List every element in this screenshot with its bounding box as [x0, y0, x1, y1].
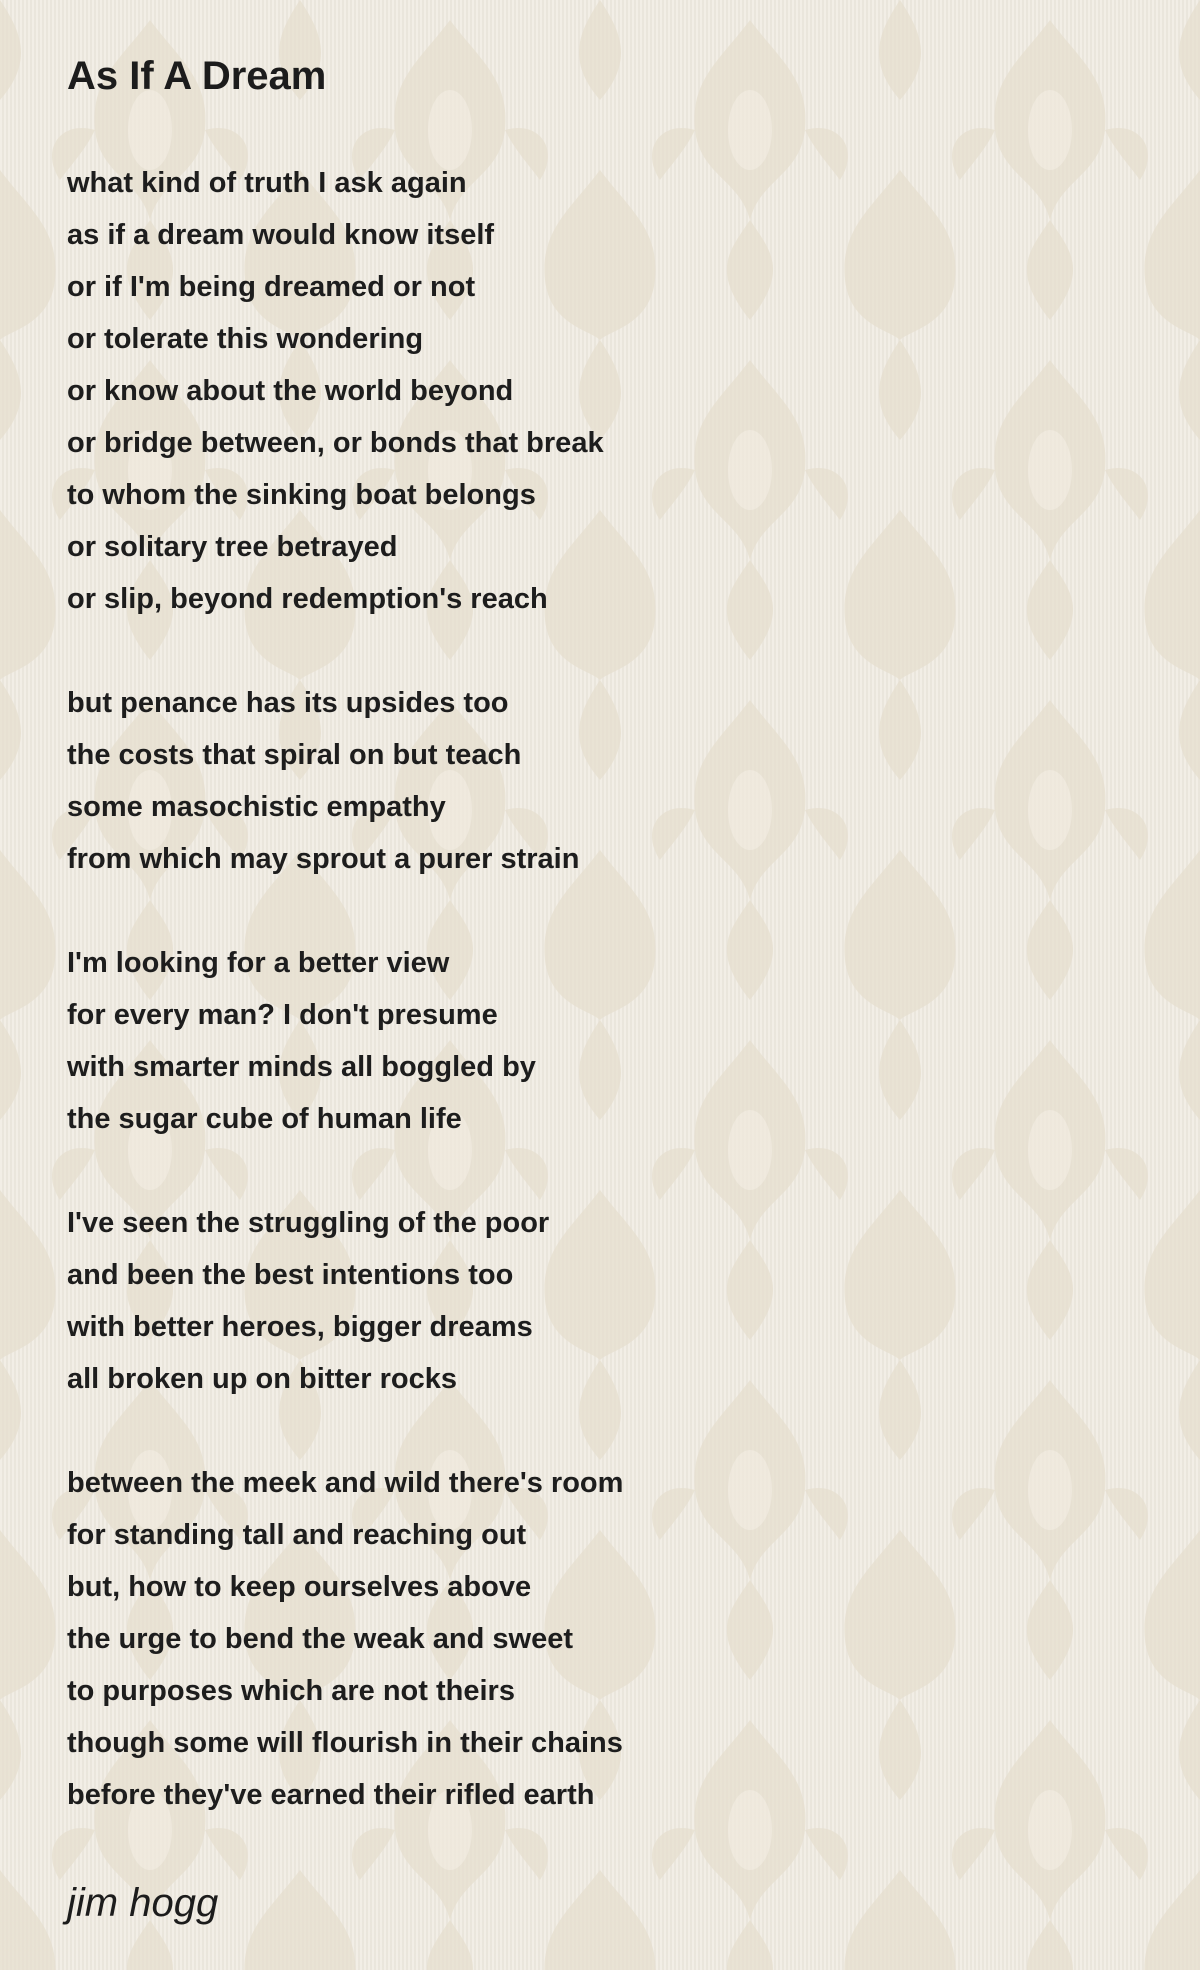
poem-author: jim hogg	[67, 1881, 219, 1925]
poem-line: with smarter minds all boggled by	[67, 1051, 536, 1083]
poem-container	[67, 46, 967, 1933]
poem-line: or slip, beyond redemption's reach	[67, 583, 548, 615]
poem-line: with better heroes, bigger dreams	[67, 1311, 533, 1343]
poem-line: some masochistic empathy	[67, 791, 446, 823]
poem-line: or bridge between, or bonds that break	[67, 427, 604, 459]
poem-line: or know about the world beyond	[67, 375, 514, 407]
poem-title: As If A Dream	[67, 54, 327, 98]
poem-line: the costs that spiral on but teach	[67, 739, 522, 771]
poem-body	[67, 157, 967, 1821]
poem-line: before they've earned their rifled earth	[67, 1779, 595, 1811]
poem-line: and been the best intentions too	[67, 1259, 514, 1291]
poem-line: or if I'm being dreamed or not	[67, 271, 476, 303]
poem-line: from which may sprout a purer strain	[67, 843, 580, 875]
poem-line: as if a dream would know itself	[67, 219, 495, 251]
poem-line: between the meek and wild there's room	[67, 1467, 624, 1499]
poem-line: the urge to bend the weak and sweet	[67, 1623, 573, 1655]
stanza-5	[67, 1457, 967, 1821]
poem-line: but, how to keep ourselves above	[67, 1571, 532, 1603]
poem-line: though some will flourish in their chains	[67, 1727, 623, 1759]
stanza-1	[67, 157, 967, 625]
poem-line: for standing tall and reaching out	[67, 1519, 527, 1551]
poem-line: or solitary tree betrayed	[67, 531, 398, 563]
poem-line: or tolerate this wondering	[67, 323, 424, 355]
stanza-4	[67, 1197, 967, 1405]
poem-line: the sugar cube of human life	[67, 1103, 462, 1135]
poem-line: I'm looking for a better view	[67, 947, 450, 979]
poem-line: to whom the sinking boat belongs	[67, 479, 536, 511]
poem-line: for every man? I don't presume	[67, 999, 498, 1031]
stanza-2	[67, 677, 967, 885]
poem-line: I've seen the struggling of the poor	[67, 1207, 550, 1239]
poem-line: what kind of truth I ask again	[67, 167, 467, 199]
poem-line: to purposes which are not theirs	[67, 1675, 515, 1707]
poem-line: but penance has its upsides too	[67, 687, 509, 719]
stanza-3	[67, 937, 967, 1145]
poem-line: all broken up on bitter rocks	[67, 1363, 457, 1395]
